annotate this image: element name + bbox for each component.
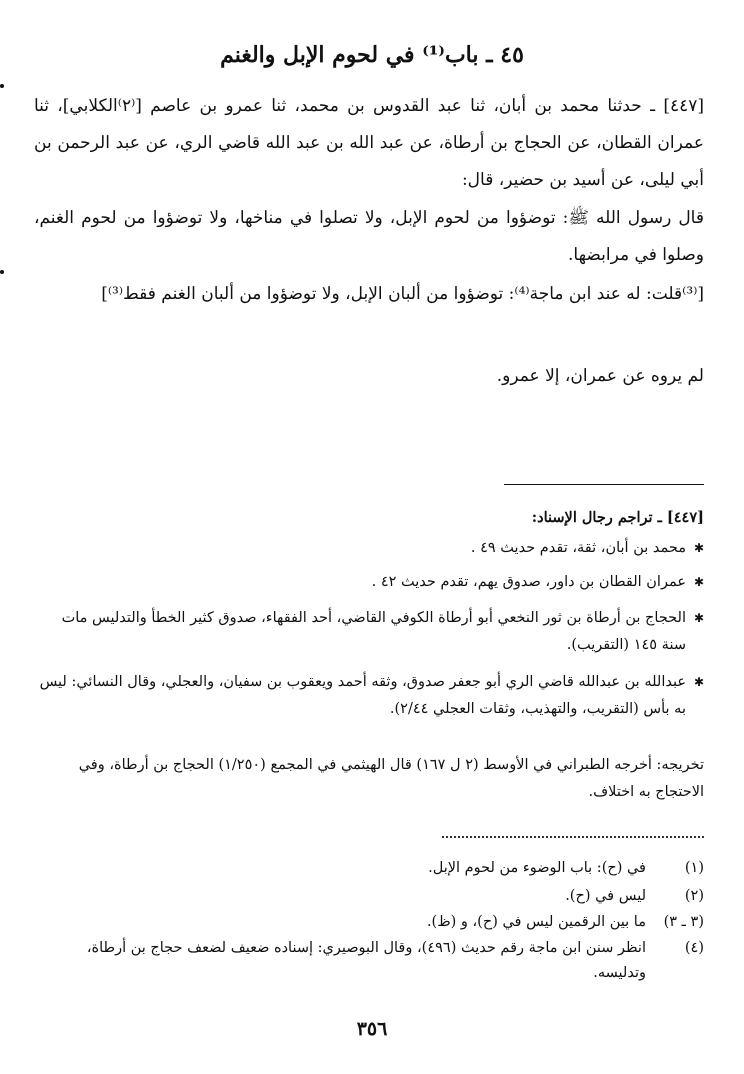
narrator-item: ✱ عمران القطان بن داور، صدوق يهم، تقدم حديث ٤٢ . bbox=[36, 569, 704, 596]
note-text: ما بين الرقمين ليس في (ح)، و (ظ). bbox=[426, 914, 646, 930]
notes-separator bbox=[442, 836, 704, 838]
note-text: في (ح): باب الوضوء من لحوم الإبل. bbox=[428, 860, 646, 876]
note-number: (٣ ـ ٣) bbox=[663, 914, 704, 930]
note-item bbox=[36, 910, 704, 935]
narrators-section bbox=[36, 504, 704, 723]
chapter-title: ٤٥ ـ باب⁽¹⁾ في لحوم الإبل والغنم bbox=[220, 42, 524, 68]
note-number: (٢) bbox=[684, 888, 704, 904]
note-item bbox=[36, 884, 704, 909]
hadith-note: [⁽³⁾قلت: له عند ابن ماجة⁽⁴⁾: توضؤوا من ألبان الإبل، ولا توضؤوا من ألبان الغنم فقط⁽³⁾] bbox=[101, 284, 704, 304]
takhrij: تخريجه: أخرجه الطبراني في الأوسط (٢ ل ١٦٧) قال الهيثمي في المجمع (١/٢٥٠) الحجاج بن أرطاة، وفي الاحتجاج به اختلاف. bbox=[78, 757, 704, 800]
footnote-separator bbox=[504, 484, 704, 485]
note-text: ليس في (ح). bbox=[565, 888, 646, 904]
narrator-item: ✱ عبدالله بن عبدالله قاضي الري أبو جعفر صدوق، وثقه أحمد ويعقوب بن سفيان، والعجلي، وقال النسائي: ليس به بأس (التقريب، والتهذيب، وثقات العجلي ٢/٤٤). bbox=[36, 669, 704, 723]
hadith-remark: لم يروه عن عمران، إلا عمرو. bbox=[496, 366, 704, 386]
hadith-isnad: [٤٤٧] ـ حدثنا محمد بن أبان، ثنا عبد القدوس بن محمد، ثنا عمرو بن عاصم [⁽٢⁾الكلابي]، ثنا عمران القطان، عن الحجاج بن أرطاة، عن عبد الله بن عبد الله قاضي الري، عن عبد الرحمن بن أبي ليلى، عن أسيد بن حضير، قال: bbox=[34, 96, 704, 190]
note-text: انظر سنن ابن ماجة رقم حديث (٤٩٦)، وقال البوصيري: إسناده ضعيف لضعف حجاج بن أرطاة، وتدليسه. bbox=[86, 940, 646, 981]
narrators-heading: [٤٤٧] ـ تراجم رجال الإسناد: bbox=[531, 509, 704, 526]
note-item bbox=[36, 856, 704, 881]
scan-mark bbox=[0, 84, 4, 88]
page-number: ٣٥٦ bbox=[356, 1018, 388, 1040]
narrator-item: ✱ الحجاج بن أرطاة بن ثور النخعي أبو أرطاة الكوفي القاضي، أحد الفقهاء، صدوق كثير الخطأ والتدليس مات سنة ١٤٥ (التقريب). bbox=[36, 605, 704, 659]
narrator-item: ✱ محمد بن أبان، ثقة، تقدم حديث ٤٩ . bbox=[36, 535, 704, 562]
note-number: (٤) bbox=[684, 940, 704, 956]
hadith-matn: قال رسول الله ﷺ: توضؤوا من لحوم الإبل، ولا تصلوا في مناخها، ولا توضؤوا من لحوم الغنم، وصلوا في مرابضها. bbox=[34, 208, 704, 265]
scan-mark bbox=[0, 270, 4, 274]
note-number: (١) bbox=[684, 860, 704, 876]
note-item bbox=[36, 936, 704, 986]
